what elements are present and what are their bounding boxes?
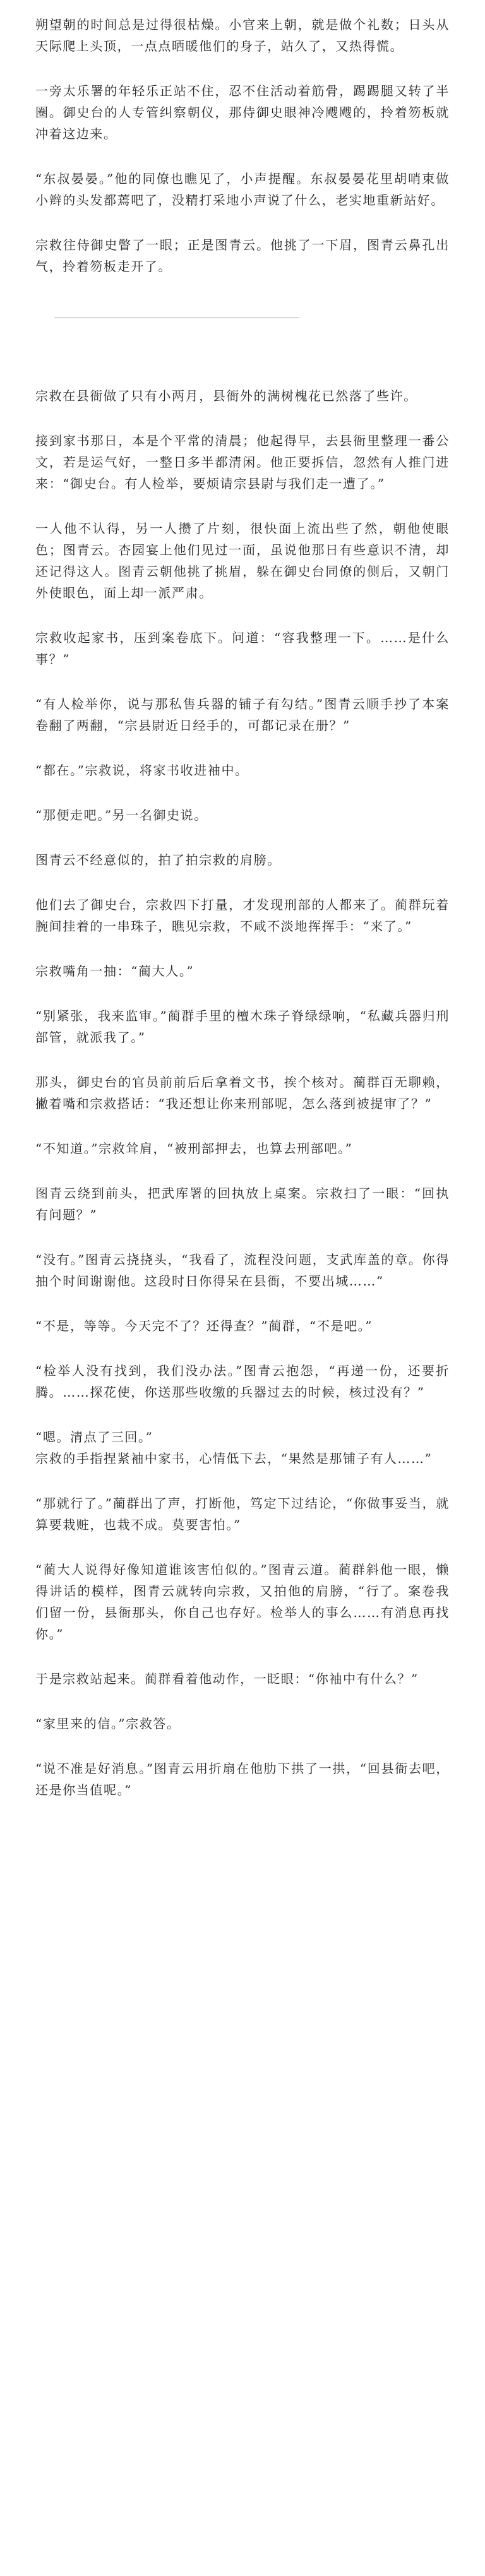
passage-part-two xyxy=(35,385,450,1801)
paragraph: “蔺大人说得好像知道谁该害怕似的。”图青云道。蔺群斜他一眼，懒得讲话的模样，图青云就转向宗救，又拍他的肩膀，“行了。案卷我们留一份，县衙那头，你自己也存好。检举人的事么……有消息再找你。” xyxy=(35,1562,450,1642)
paragraph: 他们去了御史台，宗救四下打量，才发现刑部的人都来了。蔺群玩着腕间挂着的一串珠子，瞧见宗救，不咸不淡地挥挥手：“来了。” xyxy=(35,897,450,934)
paragraph: “东叔晏晏。”他的同僚也瞧见了，小声提醒。东叔晏晏花里胡哨束做小辫的头发都蔫吧了，没精打采地小声说了什么，老实地重新站好。 xyxy=(35,171,450,208)
paragraph: “有人检举你，说与那私售兵器的铺子有勾结。”图青云顺手抄了本案卷翻了两翻，“宗县尉近日经手的，可都记录在册？” xyxy=(35,696,450,733)
paragraph: 那头，御史台的官员前前后后拿着文书，挨个核对。蔺群百无聊赖，撇着嘴和宗救搭话：“我还想让你来刑部呢，怎么落到被提审了？” xyxy=(35,1075,450,1111)
paragraph: 图青云不经意似的，拍了拍宗救的肩膀。 xyxy=(35,852,281,868)
paragraph: “家里来的信。”宗救答。 xyxy=(35,1716,181,1731)
paragraph: 一人他不认得，另一人攒了片刻，很快面上流出些了然，朝他使眼色；图青云。杏园宴上他们见过一面，虽说他那日有些意识不清，却还记得这人。图青云朝他挑了挑眉，躲在御史台同僚的侧后，又朝门外使眼色，面上却一派严肃。 xyxy=(35,521,450,600)
paragraph: “那就行了。”蔺群出了声，打断他，笃定下过结论，“你做事妥当，就算要栽赃，也栽不成。莫要害怕。” xyxy=(35,1496,450,1532)
paragraph: 宗救嘴角一抽：“蔺大人。” xyxy=(35,963,195,979)
paragraph: 宗救在县衙做了只有小两月，县衙外的满树槐花已然落了些许。 xyxy=(35,388,417,403)
paragraph: “说不准是好消息。”图青云用折扇在他肋下拱了一拱，“回县衙去吧，还是你当值呢。” xyxy=(35,1761,450,1798)
paragraph: 宗救往侍御史瞥了一眼；正是图青云。他挑了一下眉，图青云鼻孔出气，拎着笏板走开了。 xyxy=(35,237,450,274)
paragraph: “都在。”宗救说，将家书收进袖中。 xyxy=(35,763,249,778)
paragraph: 宗救的手指捏紧袖中家书，心情低下去，“果然是那铺子有人……” xyxy=(35,1451,433,1466)
paragraph: “不是，等等。今天完不了？还得查？”蔺群，“不是吧。” xyxy=(35,1318,373,1333)
paragraph: “那便走吧。”另一名御史说。 xyxy=(35,808,208,823)
paragraph: 于是宗救站起来。蔺群看着他动作，一眨眼：“你袖中有什么？” xyxy=(35,1671,419,1686)
paragraph: 宗救收起家书，压到案卷底下。问道：“容我整理一下。……是什么事？” xyxy=(35,630,450,667)
paragraph: “没有。”图青云挠挠头，“我看了，流程没问题，支武库盖的章。你得抽个时间谢谢他。这段时日你得呆在县衙，不要出城……” xyxy=(35,1252,450,1289)
paragraph: 接到家书那日，本是个平常的清晨；他起得早，去县衙里整理一番公文，若是运气好，一整日多半都清闲。他正要拆信，忽然有人推门进来：“御史台。有人检举，要烦请宗县尉与我们走一遭了。” xyxy=(35,433,450,491)
paragraph: “别紧张，我来监审。”蔺群手里的檀木珠子脊绿绿响，“私藏兵器归刑部管，就派我了。” xyxy=(35,1008,450,1045)
passage-part-one xyxy=(35,14,450,277)
paragraph: 图青云绕到前头，把武库署的回执放上桌案。宗救扫了一眼：“回执有问题？” xyxy=(35,1186,450,1222)
paragraph: 一旁太乐署的年轻乐正站不住，忍不住活动着筋骨，踢踢腿又转了半圈。御史台的人专管纠察朝仪，那侍御史眼神冷飕飕的，拎着笏板就冲着这边来。 xyxy=(35,83,450,141)
paragraph: “检举人没有找到，我们没办法。”图青云抱怨，“再递一份，还要折腾。……探花使，你送那些收缴的兵器过去的时候，核过没有？” xyxy=(35,1363,450,1400)
paragraph: “嗯。清点了三回。” xyxy=(35,1429,153,1445)
paragraph: 朔望朝的时间总是过得很枯燥。小官来上朝，就是做个礼数；日头从天际爬上头顶，一点点晒暖他们的身子，站久了，又热得慌。 xyxy=(35,17,450,54)
paragraph: “不知道。”宗救耸肩，“被刑部押去，也算去刑部吧。” xyxy=(35,1141,353,1156)
